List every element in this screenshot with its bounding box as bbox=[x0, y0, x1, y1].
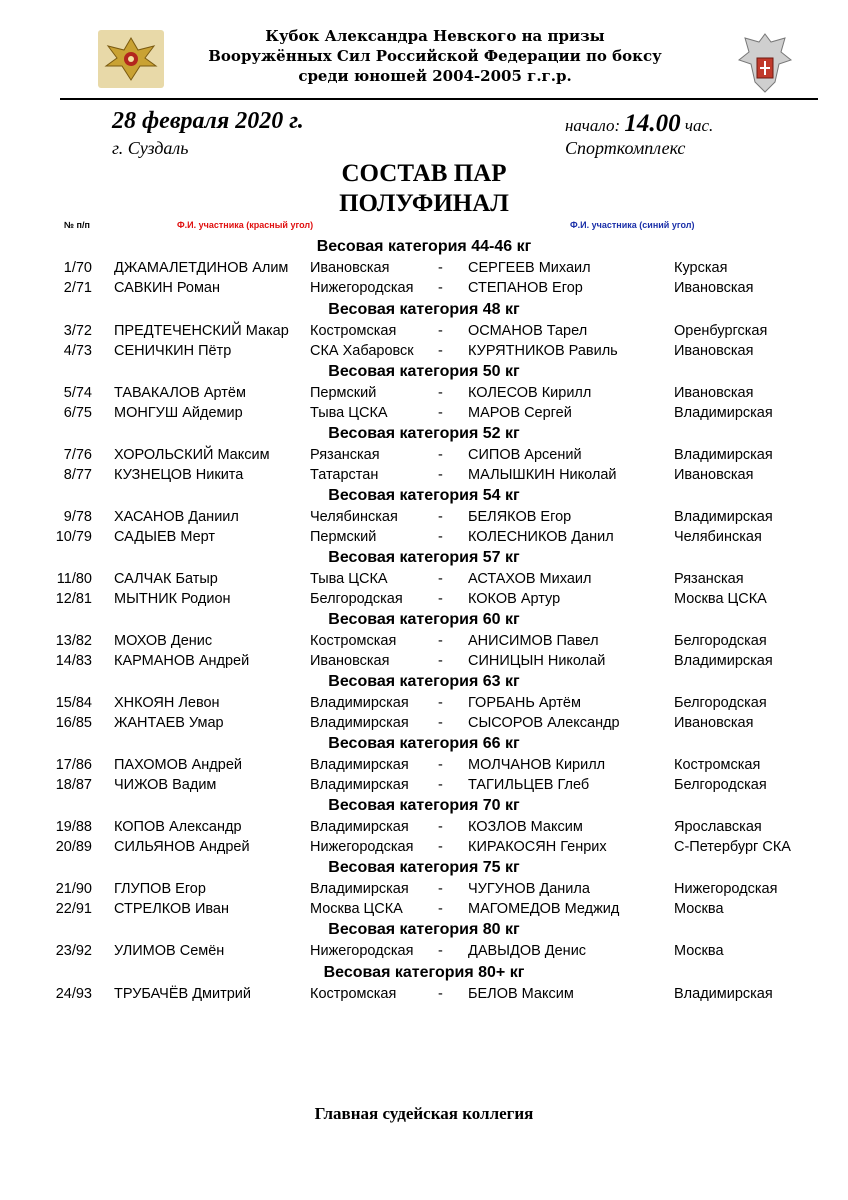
blue-corner-name: МАЛЫШКИН Николай bbox=[468, 467, 617, 483]
header-divider bbox=[60, 98, 818, 100]
blue-corner-region: Костромская bbox=[674, 757, 761, 773]
bout-row bbox=[0, 507, 848, 527]
vs-dash: - bbox=[438, 571, 443, 587]
red-corner-region: Тыва ЦСКА bbox=[310, 405, 388, 421]
red-corner-name: СИЛЬЯНОВ Андрей bbox=[114, 839, 250, 855]
blue-corner-region: Курская bbox=[674, 260, 728, 276]
bout-number: 7/76 bbox=[63, 447, 92, 463]
vs-dash: - bbox=[438, 901, 443, 917]
event-venue: Спорткомплекс bbox=[565, 138, 686, 158]
red-corner-name: КУЗНЕЦОВ Никита bbox=[114, 467, 244, 483]
blue-corner-region: Ивановская bbox=[674, 385, 754, 401]
vs-dash: - bbox=[438, 943, 443, 959]
bout-number: 21/90 bbox=[55, 881, 92, 897]
blue-corner-name: СЕРГЕЕВ Михаил bbox=[468, 260, 591, 276]
blue-corner-region: Белгородская bbox=[674, 695, 767, 711]
column-header-red-corner: Ф.И. участника (красный угол) bbox=[177, 220, 314, 230]
blue-corner-region: Москва ЦСКА bbox=[674, 591, 767, 607]
eagle-emblem-icon bbox=[98, 30, 164, 88]
bout-number: 5/74 bbox=[63, 385, 92, 401]
blue-corner-name: СЫСОРОВ Александр bbox=[468, 715, 620, 731]
vs-dash: - bbox=[438, 695, 443, 711]
red-corner-name: ХНКОЯН Левон bbox=[114, 695, 220, 711]
bout-row bbox=[0, 321, 848, 341]
red-corner-name: МОХОВ Денис bbox=[114, 633, 213, 649]
blue-corner-region: Владимирская bbox=[674, 653, 773, 669]
page-subtitle: ПОЛУФИНАЛ bbox=[339, 190, 509, 217]
blue-corner-name: АНИСИМОВ Павел bbox=[468, 633, 599, 649]
weight-category-heading: Весовая категория 50 кг bbox=[328, 363, 520, 380]
red-corner-region: Владимирская bbox=[310, 777, 409, 793]
weight-category-heading: Весовая категория 57 кг bbox=[328, 549, 520, 566]
blue-corner-region: С-Петербург СКА bbox=[674, 839, 791, 855]
blue-corner-name: АСТАХОВ Михаил bbox=[468, 571, 592, 587]
blue-corner-name: БЕЛЯКОВ Егор bbox=[468, 509, 572, 525]
bout-row bbox=[0, 651, 848, 671]
weight-category-heading: Весовая категория 60 кг bbox=[328, 611, 520, 628]
bout-number: 15/84 bbox=[55, 695, 92, 711]
blue-corner-region: Челябинская bbox=[674, 529, 762, 545]
red-corner-name: СЕНИЧКИН Пётр bbox=[114, 343, 232, 359]
red-corner-region: Костромская bbox=[310, 323, 397, 339]
bout-number: 20/89 bbox=[55, 839, 92, 855]
bout-row bbox=[0, 941, 848, 961]
red-corner-region: Костромская bbox=[310, 633, 397, 649]
bout-number: 10/79 bbox=[55, 529, 92, 545]
bout-row bbox=[0, 879, 848, 899]
bout-row bbox=[0, 589, 848, 609]
event-title bbox=[170, 26, 700, 86]
weight-category-heading: Весовая категория 44-46 кг bbox=[316, 238, 532, 255]
bout-row bbox=[0, 775, 848, 795]
red-corner-region: Москва ЦСКА bbox=[310, 901, 403, 917]
weight-category-heading: Весовая категория 52 кг bbox=[328, 425, 520, 442]
bout-number: 16/85 bbox=[55, 715, 92, 731]
bout-number: 9/78 bbox=[63, 509, 92, 525]
blue-corner-name: БЕЛОВ Максим bbox=[468, 986, 574, 1002]
bout-number: 22/91 bbox=[55, 901, 92, 917]
weight-category-heading: Весовая категория 70 кг bbox=[328, 797, 520, 814]
blue-corner-name: КИРАКОСЯН Генрих bbox=[468, 839, 607, 855]
red-corner-region: Нижегородская bbox=[310, 943, 414, 959]
blue-corner-region: Владимирская bbox=[674, 986, 773, 1002]
bout-row bbox=[0, 258, 848, 278]
blue-corner-name: СИНИЦЫН Николай bbox=[468, 653, 606, 669]
vs-dash: - bbox=[438, 280, 443, 296]
bout-number: 11/80 bbox=[56, 571, 92, 587]
column-header-blue-corner: Ф.И. участника (синий угол) bbox=[570, 220, 695, 230]
bout-row bbox=[0, 755, 848, 775]
red-corner-name: ДЖАМАЛЕТДИНОВ Алим bbox=[114, 260, 289, 276]
bout-row bbox=[0, 817, 848, 837]
bout-row bbox=[0, 341, 848, 361]
bout-number: 3/72 bbox=[63, 323, 92, 339]
weight-category-heading: Весовая категория 80+ кг bbox=[323, 964, 525, 981]
weight-category-heading: Весовая категория 54 кг bbox=[328, 487, 520, 504]
weight-category-heading: Весовая категория 75 кг bbox=[328, 859, 520, 876]
weight-category-heading: Весовая категория 48 кг bbox=[328, 301, 520, 318]
bout-number: 4/73 bbox=[63, 343, 92, 359]
red-corner-region: Пермский bbox=[310, 385, 377, 401]
red-corner-region: Татарстан bbox=[310, 467, 379, 483]
vs-dash: - bbox=[438, 633, 443, 649]
red-corner-region: Пермский bbox=[310, 529, 377, 545]
column-header-number: № п/п bbox=[64, 220, 90, 230]
red-corner-region: Белгородская bbox=[310, 591, 403, 607]
blue-corner-region: Оренбургская bbox=[674, 323, 768, 339]
red-corner-region: Нижегородская bbox=[310, 280, 414, 296]
vs-dash: - bbox=[438, 343, 443, 359]
red-corner-region: СКА Хабаровск bbox=[310, 343, 414, 359]
blue-corner-name: СТЕПАНОВ Егор bbox=[468, 280, 583, 296]
vs-dash: - bbox=[438, 839, 443, 855]
bout-number: 13/82 bbox=[55, 633, 92, 649]
red-corner-region: Владимирская bbox=[310, 715, 409, 731]
red-corner-region: Владимирская bbox=[310, 695, 409, 711]
vs-dash: - bbox=[438, 260, 443, 276]
vs-dash: - bbox=[438, 467, 443, 483]
red-corner-name: ГЛУПОВ Егор bbox=[114, 881, 206, 897]
vs-dash: - bbox=[438, 653, 443, 669]
start-time-value: 14.00 bbox=[624, 110, 681, 137]
red-corner-name: СТРЕЛКОВ Иван bbox=[114, 901, 230, 917]
vs-dash: - bbox=[438, 447, 443, 463]
red-corner-name: КАРМАНОВ Андрей bbox=[114, 653, 250, 669]
vs-dash: - bbox=[438, 529, 443, 545]
blue-corner-region: Ивановская bbox=[674, 280, 754, 296]
page-title: СОСТАВ ПАР bbox=[341, 160, 507, 187]
blue-corner-name: СИПОВ Арсений bbox=[468, 447, 582, 463]
blue-corner-name: ГОРБАНЬ Артём bbox=[468, 695, 581, 711]
red-corner-region: Нижегородская bbox=[310, 839, 414, 855]
blue-corner-name: КОЛЕСНИКОВ Данил bbox=[468, 529, 614, 545]
bout-row bbox=[0, 569, 848, 589]
bout-number: 17/86 bbox=[55, 757, 92, 773]
vs-dash: - bbox=[438, 715, 443, 731]
bout-row bbox=[0, 465, 848, 485]
red-corner-name: ПАХОМОВ Андрей bbox=[114, 757, 242, 773]
event-title-line1: Кубок Александра Невского на призы bbox=[265, 27, 605, 45]
bout-row bbox=[0, 527, 848, 547]
vs-dash: - bbox=[438, 385, 443, 401]
weight-category-heading: Весовая категория 80 кг bbox=[328, 921, 520, 938]
red-corner-name: ТРУБАЧЁВ Дмитрий bbox=[114, 986, 251, 1002]
red-corner-name: ХАСАНОВ Даниил bbox=[114, 509, 239, 525]
red-corner-name: ХОРОЛЬСКИЙ Максим bbox=[114, 447, 270, 463]
blue-corner-region: Владимирская bbox=[674, 447, 773, 463]
blue-corner-region: Белгородская bbox=[674, 777, 767, 793]
bout-number: 8/77 bbox=[63, 467, 92, 483]
blue-corner-name: КУРЯТНИКОВ Равиль bbox=[468, 343, 618, 359]
blue-corner-region: Владимирская bbox=[674, 405, 773, 421]
bout-row bbox=[0, 899, 848, 919]
red-corner-name: ЖАНТАЕВ Умар bbox=[114, 715, 224, 731]
vs-dash: - bbox=[438, 591, 443, 607]
red-corner-name: МЫТНИК Родион bbox=[114, 591, 231, 607]
blue-corner-region: Рязанская bbox=[674, 571, 744, 587]
bout-row bbox=[0, 383, 848, 403]
red-corner-region: Владимирская bbox=[310, 881, 409, 897]
red-corner-region: Ивановская bbox=[310, 260, 390, 276]
bout-row bbox=[0, 984, 848, 1004]
vs-dash: - bbox=[438, 777, 443, 793]
red-corner-name: ТАВАКАЛОВ Артём bbox=[114, 385, 246, 401]
blue-corner-name: МАРОВ Сергей bbox=[468, 405, 572, 421]
vs-dash: - bbox=[438, 509, 443, 525]
bout-number: 2/71 bbox=[63, 280, 92, 296]
red-corner-name: МОНГУШ Айдемир bbox=[114, 405, 243, 421]
blue-corner-name: ЧУГУНОВ Данила bbox=[468, 881, 590, 897]
bout-row bbox=[0, 837, 848, 857]
event-title-line2: Вооружённых Сил Российской Федерации по боксу bbox=[208, 47, 662, 65]
blue-corner-region: Нижегородская bbox=[674, 881, 778, 897]
blue-corner-name: МОЛЧАНОВ Кирилл bbox=[468, 757, 606, 773]
blue-corner-region: Москва bbox=[674, 901, 724, 917]
vs-dash: - bbox=[438, 881, 443, 897]
bout-number: 12/81 bbox=[55, 591, 92, 607]
blue-corner-region: Владимирская bbox=[674, 509, 773, 525]
start-label: начало: bbox=[565, 116, 621, 135]
vs-dash: - bbox=[438, 405, 443, 421]
blue-corner-region: Ивановская bbox=[674, 715, 754, 731]
double-headed-eagle-icon bbox=[735, 30, 795, 100]
blue-corner-region: Москва bbox=[674, 943, 724, 959]
blue-corner-name: ДАВЫДОВ Денис bbox=[468, 943, 587, 959]
event-date: 28 февраля 2020 г. bbox=[112, 108, 304, 134]
red-corner-name: САДЫЕВ Мерт bbox=[114, 529, 216, 545]
red-corner-region: Ивановская bbox=[310, 653, 390, 669]
blue-corner-name: ОСМАНОВ Тарел bbox=[468, 323, 588, 339]
bout-number: 14/83 bbox=[55, 653, 92, 669]
red-corner-region: Владимирская bbox=[310, 819, 409, 835]
judges-panel-signature: Главная судейская коллегия bbox=[314, 1104, 534, 1123]
weight-category-heading: Весовая категория 66 кг bbox=[328, 735, 520, 752]
defense-ministry-emblem bbox=[98, 30, 164, 88]
blue-corner-region: Ивановская bbox=[674, 343, 754, 359]
red-corner-name: ПРЕДТЕЧЕНСКИЙ Макар bbox=[114, 323, 289, 339]
bout-number: 18/87 bbox=[55, 777, 92, 793]
red-corner-name: ЧИЖОВ Вадим bbox=[114, 777, 217, 793]
red-corner-region: Тыва ЦСКА bbox=[310, 571, 388, 587]
bout-row bbox=[0, 713, 848, 733]
vs-dash: - bbox=[438, 986, 443, 1002]
bout-row bbox=[0, 445, 848, 465]
blue-corner-region: Ивановская bbox=[674, 467, 754, 483]
bout-number: 23/92 bbox=[55, 943, 92, 959]
bout-number: 6/75 bbox=[63, 405, 92, 421]
bout-number: 19/88 bbox=[55, 819, 92, 835]
blue-corner-name: КОЗЛОВ Максим bbox=[468, 819, 583, 835]
red-corner-name: САВКИН Роман bbox=[114, 280, 221, 296]
start-time bbox=[565, 110, 713, 138]
event-title-line3: среди юношей 2004-2005 г.г.р. bbox=[298, 67, 572, 85]
blue-corner-region: Белгородская bbox=[674, 633, 767, 649]
bout-row bbox=[0, 693, 848, 713]
bout-row bbox=[0, 403, 848, 423]
bout-number: 24/93 bbox=[55, 986, 92, 1002]
boxing-federation-emblem bbox=[735, 30, 795, 100]
bout-row bbox=[0, 278, 848, 298]
bout-number: 1/70 bbox=[63, 260, 92, 276]
vs-dash: - bbox=[438, 323, 443, 339]
red-corner-region: Костромская bbox=[310, 986, 397, 1002]
weight-category-heading: Весовая категория 63 кг bbox=[328, 673, 520, 690]
start-unit: час. bbox=[684, 116, 714, 135]
blue-corner-name: ТАГИЛЬЦЕВ Глеб bbox=[468, 777, 590, 793]
red-corner-region: Челябинская bbox=[310, 509, 398, 525]
blue-corner-name: МАГОМЕДОВ Меджид bbox=[468, 901, 620, 917]
red-corner-name: САЛЧАК Батыр bbox=[114, 571, 218, 587]
bout-row bbox=[0, 631, 848, 651]
vs-dash: - bbox=[438, 819, 443, 835]
red-corner-region: Рязанская bbox=[310, 447, 380, 463]
red-corner-name: КОПОВ Александр bbox=[114, 819, 242, 835]
vs-dash: - bbox=[438, 757, 443, 773]
red-corner-region: Владимирская bbox=[310, 757, 409, 773]
event-city: г. Суздаль bbox=[112, 138, 189, 158]
blue-corner-name: КОКОВ Артур bbox=[468, 591, 561, 607]
blue-corner-region: Ярославская bbox=[674, 819, 762, 835]
red-corner-name: УЛИМОВ Семён bbox=[114, 943, 225, 959]
blue-corner-name: КОЛЕСОВ Кирилл bbox=[468, 385, 592, 401]
